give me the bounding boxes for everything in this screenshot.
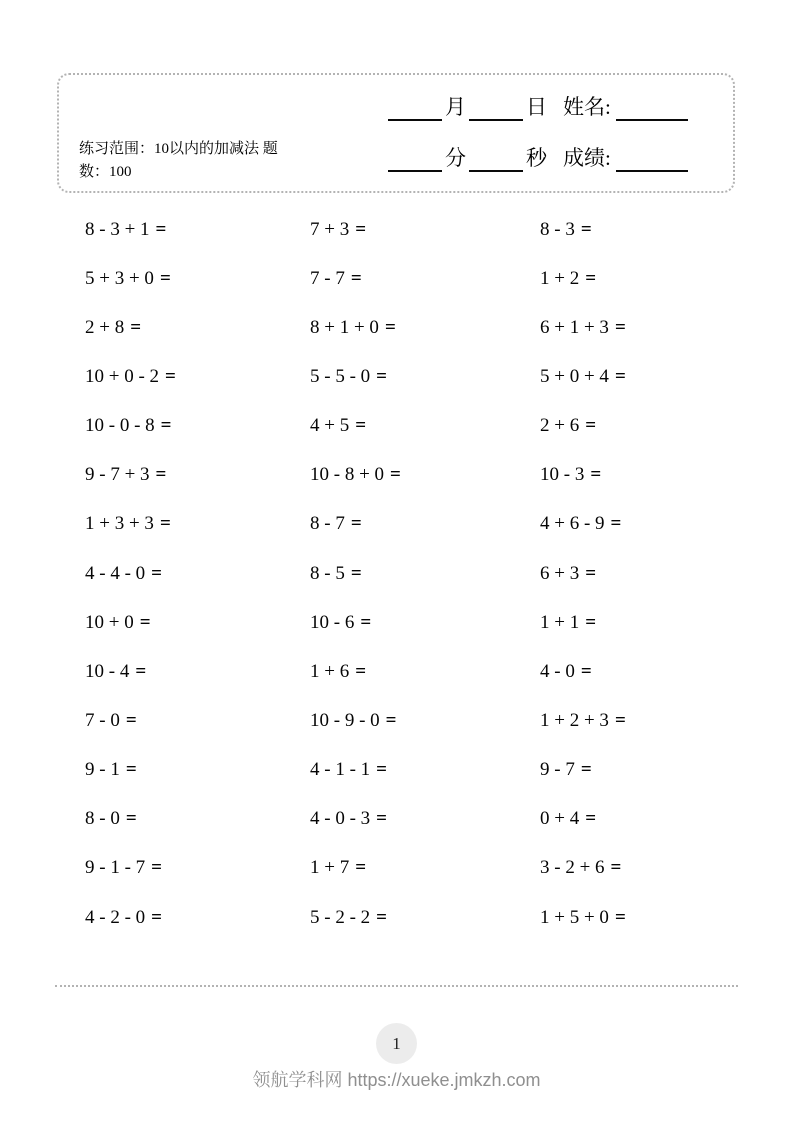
equals-sign: =	[590, 464, 602, 486]
equals-sign: =	[385, 709, 397, 731]
equals-sign: =	[151, 562, 162, 584]
equals-sign: =	[355, 857, 367, 879]
problem-expression: 4 - 2 - 0	[85, 906, 146, 928]
problem-expression: 9 - 1	[85, 759, 120, 781]
problem-expression: 7 - 7	[310, 267, 345, 289]
problem-expression: 4 - 0 - 3	[310, 808, 371, 830]
problem-expression: 4 + 5	[310, 415, 350, 437]
equals-sign: =	[376, 759, 387, 781]
header-box	[57, 73, 735, 193]
equals-sign: =	[585, 267, 597, 289]
math-problem	[540, 808, 740, 830]
problem-expression: 1 + 2 + 3	[540, 709, 609, 731]
problems-grid	[85, 205, 740, 942]
problem-expression: 8 - 3 + 1	[85, 218, 150, 240]
problem-expression: 8 - 0	[85, 808, 120, 830]
equals-sign: =	[376, 365, 387, 387]
name-label: 姓名:	[563, 95, 611, 119]
math-problem	[310, 612, 540, 634]
problem-expression: 10 - 4	[85, 660, 130, 682]
page-number: 1	[392, 1033, 401, 1053]
problem-expression: 4 + 6 - 9	[540, 513, 605, 535]
equals-sign: =	[610, 513, 622, 535]
page-number-badge	[376, 1023, 417, 1064]
math-problem	[310, 317, 540, 339]
equals-sign: =	[390, 464, 401, 486]
month-label: 月	[445, 95, 466, 119]
equals-sign: =	[355, 218, 367, 240]
math-problem	[310, 464, 540, 486]
math-problem	[310, 268, 540, 290]
equals-sign: =	[350, 267, 362, 289]
math-problem	[310, 759, 540, 781]
problem-expression: 0 + 4	[540, 808, 580, 830]
equals-sign: =	[155, 218, 167, 240]
math-problem	[540, 907, 740, 929]
math-problem	[85, 661, 310, 683]
math-problem	[540, 513, 740, 535]
problem-expression: 8 - 7	[310, 513, 345, 535]
math-problem	[85, 759, 310, 781]
equals-sign: =	[355, 660, 367, 682]
math-problem	[85, 513, 310, 535]
problem-expression: 1 + 6	[310, 660, 350, 682]
second-label: 秒	[526, 146, 547, 170]
equals-sign: =	[360, 611, 372, 633]
equals-sign: =	[151, 857, 162, 879]
math-problem	[540, 661, 740, 683]
math-problem	[310, 219, 540, 241]
equals-sign: =	[376, 808, 387, 830]
bottom-dotted-divider	[55, 985, 738, 987]
math-problem	[310, 513, 540, 535]
math-problem	[310, 366, 540, 388]
problem-expression: 3 - 2 + 6	[540, 857, 605, 879]
equals-sign: =	[580, 759, 592, 781]
math-problem	[85, 710, 310, 732]
equals-sign: =	[350, 562, 362, 584]
footer-credit	[0, 1066, 793, 1092]
problem-expression: 1 + 7	[310, 857, 350, 879]
score-blank-line	[616, 150, 688, 172]
equals-sign: =	[384, 316, 396, 338]
minute-label: 分	[445, 146, 466, 170]
problem-expression: 8 - 5	[310, 562, 345, 584]
math-problem	[540, 563, 740, 585]
equals-sign: =	[614, 906, 626, 928]
equals-sign: =	[610, 857, 622, 879]
math-problem	[85, 317, 310, 339]
problem-expression: 5 - 2 - 2	[310, 906, 371, 928]
equals-sign: =	[585, 562, 597, 584]
problem-expression: 2 + 6	[540, 415, 580, 437]
math-problem	[540, 857, 740, 879]
math-problem	[85, 219, 310, 241]
equals-sign: =	[614, 365, 626, 387]
problem-expression: 1 + 1	[540, 611, 580, 633]
problem-expression: 9 - 7	[540, 759, 575, 781]
equals-sign: =	[125, 709, 137, 731]
problem-expression: 5 + 3 + 0	[85, 267, 154, 289]
equals-sign: =	[159, 267, 171, 289]
equals-sign: =	[125, 808, 137, 830]
problem-expression: 10 + 0	[85, 611, 134, 633]
problem-expression: 4 - 4 - 0	[85, 562, 146, 584]
math-problem	[85, 464, 310, 486]
date-name-row	[385, 91, 715, 121]
problem-expression: 2 + 8	[85, 316, 125, 338]
problem-expression: 5 - 5 - 0	[310, 365, 371, 387]
equals-sign: =	[614, 709, 626, 731]
math-problem	[540, 219, 740, 241]
math-problem	[310, 415, 540, 437]
month-blank-line	[388, 99, 442, 121]
equals-sign: =	[139, 611, 151, 633]
problem-expression: 4 - 1 - 1	[310, 759, 371, 781]
problem-expression: 10 + 0 - 2	[85, 365, 160, 387]
math-problem	[540, 366, 740, 388]
practice-range-text: 练习范围：10以内的加减法 题数：100	[79, 141, 278, 180]
time-score-row	[385, 142, 715, 172]
problem-expression: 8 + 1 + 0	[310, 316, 379, 338]
day-blank-line	[469, 99, 523, 121]
math-problem	[540, 317, 740, 339]
math-problem	[85, 808, 310, 830]
math-problem	[310, 907, 540, 929]
problem-expression: 9 - 1 - 7	[85, 857, 146, 879]
math-problem	[540, 415, 740, 437]
equals-sign: =	[585, 415, 597, 437]
problem-expression: 7 + 3	[310, 218, 350, 240]
problem-expression: 10 - 9 - 0	[310, 709, 380, 731]
math-problem	[540, 759, 740, 781]
problem-expression: 10 - 3	[540, 464, 585, 486]
math-problem	[310, 808, 540, 830]
equals-sign: =	[125, 759, 137, 781]
equals-sign: =	[580, 660, 592, 682]
problem-expression: 6 + 1 + 3	[540, 316, 609, 338]
math-problem	[85, 268, 310, 290]
problem-expression: 6 + 3	[540, 562, 580, 584]
name-blank-line	[616, 99, 688, 121]
problem-expression: 1 + 2	[540, 267, 580, 289]
math-problem	[540, 464, 740, 486]
math-problem	[85, 366, 310, 388]
math-problem	[310, 710, 540, 732]
problem-expression: 1 + 3 + 3	[85, 513, 154, 535]
equals-sign: =	[350, 513, 362, 535]
equals-sign: =	[160, 415, 172, 437]
equals-sign: =	[614, 316, 626, 338]
problem-expression: 9 - 7 + 3	[85, 464, 150, 486]
problem-expression: 10 - 0 - 8	[85, 415, 155, 437]
equals-sign: =	[376, 906, 387, 928]
math-problem	[85, 907, 310, 929]
equals-sign: =	[585, 611, 597, 633]
equals-sign: =	[159, 513, 171, 535]
problem-expression: 10 - 8 + 0	[310, 464, 385, 486]
math-problem	[310, 857, 540, 879]
math-problem	[85, 415, 310, 437]
math-problem	[85, 612, 310, 634]
problem-expression: 4 - 0	[540, 660, 575, 682]
math-problem	[85, 857, 310, 879]
problem-expression: 10 - 6	[310, 611, 355, 633]
math-problem	[310, 661, 540, 683]
math-problem	[540, 710, 740, 732]
site-credit-text: 领航学科网 https://xueke.jmkzh.com	[252, 1070, 541, 1090]
equals-sign: =	[355, 415, 367, 437]
minute-blank-line	[388, 150, 442, 172]
math-problem	[310, 563, 540, 585]
problem-expression: 8 - 3	[540, 218, 575, 240]
equals-sign: =	[151, 906, 162, 928]
score-label: 成绩:	[563, 146, 611, 170]
problem-expression: 7 - 0	[85, 709, 120, 731]
problem-expression: 1 + 5 + 0	[540, 906, 609, 928]
math-problem	[85, 563, 310, 585]
header-fill-in-area	[385, 91, 715, 193]
equals-sign: =	[130, 316, 142, 338]
second-blank-line	[469, 150, 523, 172]
day-label: 日	[526, 95, 547, 119]
equals-sign: =	[155, 464, 167, 486]
math-problem	[540, 612, 740, 634]
math-problem	[540, 268, 740, 290]
problem-expression: 5 + 0 + 4	[540, 365, 609, 387]
equals-sign: =	[135, 660, 147, 682]
equals-sign: =	[585, 808, 597, 830]
equals-sign: =	[165, 365, 176, 387]
equals-sign: =	[580, 218, 592, 240]
